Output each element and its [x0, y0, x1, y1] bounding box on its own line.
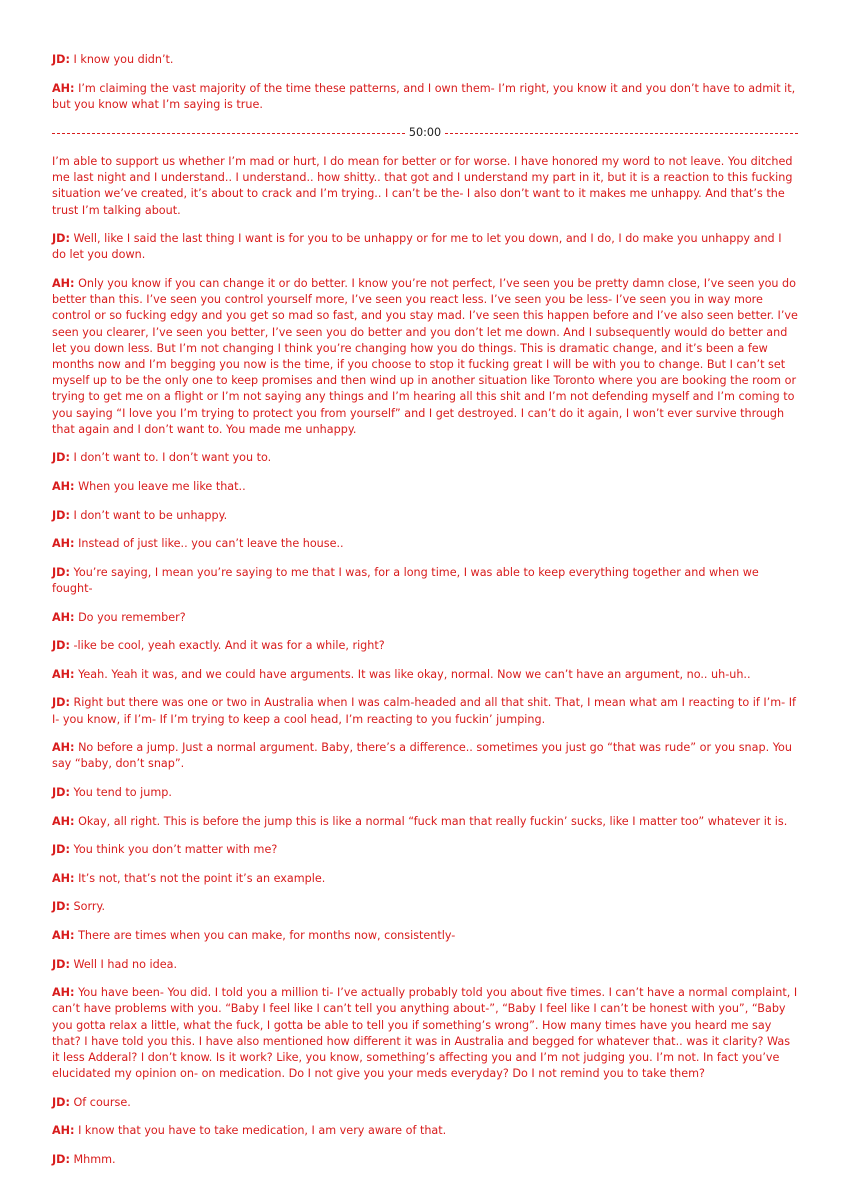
speaker-label: AH: — [52, 537, 75, 551]
entry-text: You tend to jump. — [73, 785, 172, 799]
speaker-label: JD: — [52, 232, 70, 246]
timestamp: 50:00 — [408, 126, 442, 140]
entry-text: Do you remember? — [78, 610, 186, 624]
entry-text: -like be cool, yeah exactly. And it was for a while, right? — [73, 639, 385, 653]
entry-text: I don’t want to. I don’t want you to. — [73, 451, 272, 465]
speaker-label: JD: — [52, 900, 70, 914]
timestamp-divider — [52, 125, 798, 141]
speaker-label: AH: — [52, 741, 75, 755]
transcript-entry — [52, 81, 798, 113]
transcript-entry — [52, 871, 798, 887]
speaker-label: AH: — [52, 667, 75, 681]
entry-text: I know that you have to take medication, I am very aware of that. — [78, 1124, 447, 1138]
speaker-label: JD: — [52, 957, 70, 971]
speaker-label: AH: — [52, 480, 75, 493]
speaker-label: JD: — [52, 508, 70, 522]
speaker-label: JD: — [52, 785, 70, 799]
transcript-entry — [52, 695, 798, 727]
speaker-label: AH: — [52, 871, 75, 885]
transcript-entry — [52, 52, 798, 68]
transcript-entry — [52, 565, 798, 597]
entry-text: You think you don’t matter with me? — [73, 843, 278, 857]
transcript-entry — [52, 276, 798, 438]
entry-text: No before a jump. Just a normal argument. Baby, there’s a difference.. sometimes you just go “that was rude” or you snap. You say “baby, don’t snap”. — [52, 741, 792, 771]
transcript-entry — [52, 842, 798, 858]
transcript-entry — [52, 928, 798, 944]
transcript-entry — [52, 610, 798, 626]
entry-text: It’s not, that’s not the point it’s an example. — [78, 871, 326, 885]
speaker-label: JD: — [52, 1152, 70, 1166]
speaker-label: JD: — [52, 53, 70, 66]
speaker-label: AH: — [52, 928, 75, 942]
entry-text: I know you didn’t. — [73, 53, 174, 66]
entry-text: Okay, all right. This is before the jump this is like a normal “fuck man that really fuckin’ sucks, like I matter too” whatever it is. — [78, 814, 788, 828]
transcript-entry — [52, 450, 798, 466]
divider-line-right — [445, 133, 798, 134]
entry-text: Well, like I said the last thing I want is for you to be unhappy or for me to let you down, and I do, I do make you unhappy and I do let you down. — [52, 232, 782, 262]
speaker-label: JD: — [52, 696, 70, 710]
entry-text: Sorry. — [73, 900, 106, 914]
speaker-label: AH: — [52, 814, 75, 828]
transcript-entry — [52, 508, 798, 524]
speaker-label: AH: — [52, 81, 75, 95]
speaker-label: AH: — [52, 1124, 75, 1138]
divider-line-left — [52, 133, 405, 134]
transcript-entry — [52, 957, 798, 973]
transcript-entry — [52, 899, 798, 915]
transcript-entry — [52, 785, 798, 801]
entry-text: Yeah. Yeah it was, and we could have arguments. It was like okay, normal. Now we can’t have an argument, no.. uh-uh.. — [78, 667, 751, 681]
entry-text: Of course. — [73, 1095, 131, 1109]
transcript-entry — [52, 1095, 798, 1111]
entry-text: I don’t want to be unhappy. — [73, 508, 228, 522]
speaker-label: JD: — [52, 1095, 70, 1109]
transcript-entry — [52, 1152, 798, 1168]
entry-text: Mhmm. — [73, 1152, 116, 1166]
speaker-label: JD: — [52, 639, 70, 653]
transcript-entry — [52, 1123, 798, 1139]
entry-text: You’re saying, I mean you’re saying to me that I was, for a long time, I was able to keep everything together and when we fought- — [52, 565, 759, 595]
speaker-label: AH: — [52, 276, 75, 290]
transcript-entry — [52, 667, 798, 683]
speaker-label: JD: — [52, 843, 70, 857]
entry-text: Instead of just like.. you can’t leave the house.. — [78, 537, 344, 551]
speaker-label: JD: — [52, 451, 70, 465]
transcript-entry — [52, 740, 798, 772]
transcript-entry — [52, 638, 798, 654]
entry-text: Well I had no idea. — [73, 957, 178, 971]
entry-text: Right but there was one or two in Australia when I was calm-headed and all that shit. That, I mean what am I reacting to if I’m- If I- you know, if I’m- If I’m trying to keep a cool head, I’m reacting to you fuckin’ jumping. — [52, 696, 796, 726]
entry-text: There are times when you can make, for months now, consistently- — [78, 928, 456, 942]
entry-text: Only you know if you can change it or do better. I know you’re not perfect, I’ve seen you be pretty damn close, I’ve seen you do better than this. I’ve seen you control yourself more, I’ve seen you react less. I’ve seen you be less- I’ve seen you in way more control or so fucking edgy and you get so mad so fast, and you stay mad. I’ve seen this happen before and I’ve also seen better. I’ve seen you clearer, I’ve seen you better, I’ve seen you do better and you don’t let me down. And I subsequently would do better and let you down less. But I’m not changing I think you’re changing how you do things. This is dramatic change, and it’s been a few months now and I’m begging you now is the time, if you choose to stop it fucking great I will be with you to change. But I can’t set myself up to be the only one to keep promises and then wind up in another situation like Toronto where you are booking the room or trying to get me on a flight or I’m not saying any things and I’m hearing all this shit and I’m not defending myself and I’m coming to you saying “I love you I’m trying to protect you from yourself” and I get destroyed. I can’t do it again, I won’t ever survive through that again and I don’t want to. You made me unhappy. — [52, 276, 798, 436]
speaker-label: AH: — [52, 610, 75, 624]
speaker-label: AH: — [52, 986, 75, 1000]
transcript-page — [52, 52, 798, 1181]
entry-text: I’m able to support us whether I’m mad or hurt, I do mean for better or for worse. I have honored my word to not leave. You ditched me last night and I understand.. I understand.. how shitty.. that got and I understand my part in it, but it is a reaction to this fucking situation we’ve created, it’s about to crack and I’m trying.. I can’t be the- I also don’t want to it makes me unhappy. And that’s the trust I’m talking about. — [52, 154, 793, 217]
transcript-entry — [52, 231, 798, 263]
entry-text: I’m claiming the vast majority of the time these patterns, and I own them- I’m right, you know it and you don’t have to admit it, but you know what I’m saying is true. — [52, 81, 796, 111]
transcript-entry — [52, 814, 798, 830]
transcript-entry — [52, 479, 798, 495]
transcript-entry — [52, 985, 798, 1082]
speaker-label: JD: — [52, 565, 70, 579]
entry-text: You have been- You did. I told you a million ti- I’ve actually probably told you about five times. I can’t have a normal complaint, I can’t have problems with you. “Baby I feel like I can’t tell you anything about-”, “Baby I feel like I can’t be honest with you”, “Baby you gotta relax a little, what the fuck, I gotta be able to tell you if something’s wrong”. How many times have you heard me say that? I have told you this. I have also mentioned how different it was in Australia and begged for whatever that.. was it clarity? Was it less Adderal? I don’t know. Is it work? Like, you know, something’s affecting you and I’m not judging you. I’m not. In fact you’ve elucidated my opinion on- on medication. Do I not give you your meds everyday? Do I not remind you to take them? — [52, 986, 798, 1081]
transcript-entry — [52, 536, 798, 552]
transcript-entry — [52, 154, 798, 219]
entry-text: When you leave me like that.. — [78, 480, 246, 493]
